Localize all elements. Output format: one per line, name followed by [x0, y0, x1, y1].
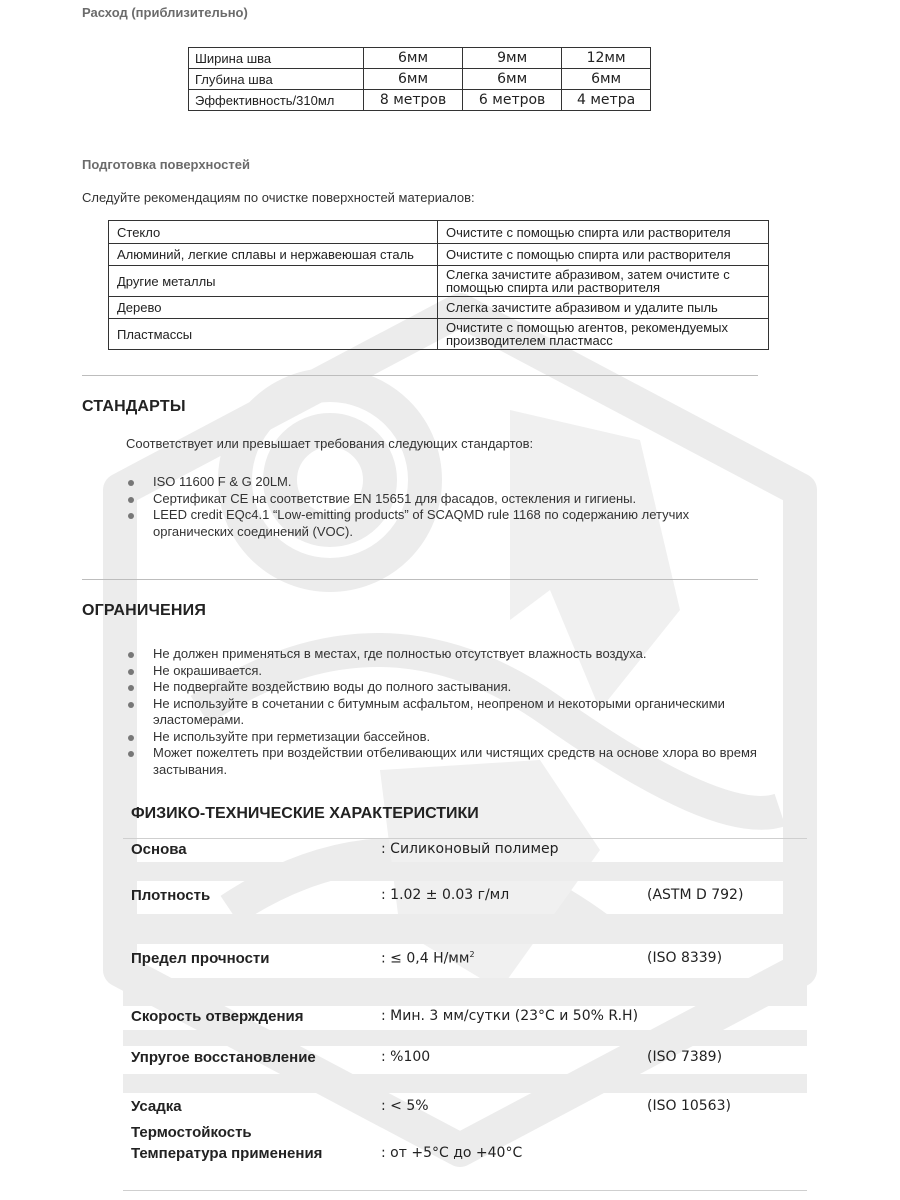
table-row — [189, 90, 651, 111]
divider — [123, 1190, 807, 1191]
row-band — [123, 862, 807, 881]
property-value: : 1.02 ± 0.03 г/мл — [381, 887, 510, 903]
table-cell: Эффективность/310мл — [189, 90, 364, 111]
list-item: Может пожелтеть при воздействии отбеливающих или чистящих средств на основе хлора во время застывания. — [126, 745, 776, 778]
table-cell: Очистите с помощью спирта или растворителя — [438, 244, 769, 266]
property-name: Предел прочности — [131, 950, 270, 967]
list-item: ISO 11600 F & G 20LM. — [126, 474, 736, 491]
table-cell: Алюминий, легкие сплавы и нержавеюшая сталь — [109, 244, 438, 266]
property-name: Упругое восстановление — [131, 1049, 316, 1066]
table-cell: Пластмассы — [109, 319, 438, 350]
table-row — [189, 69, 651, 90]
property-value: : %100 — [381, 1049, 431, 1065]
table-row — [109, 266, 769, 297]
property-name: Усадка — [131, 1098, 182, 1115]
row-band — [123, 1074, 807, 1093]
table-row — [109, 244, 769, 266]
table-cell: Слегка зачистите абразивом, затем очистите с помощью спирта или растворителя — [438, 266, 769, 297]
list-item: Не используйте в сочетании с битумным асфальтом, неопреном и некоторыми органическими эластомерами. — [126, 696, 776, 729]
table-cell: 12мм — [562, 48, 651, 69]
list-item: Не должен применяться в местах, где полностью отсутствует влажность воздуха. — [126, 646, 776, 663]
list-item: LEED credit EQc4.1 “Low-emitting products” of SCAQMD rule 1168 по содержанию летучих органических соединений (VOC). — [126, 507, 736, 540]
divider — [82, 579, 758, 580]
divider — [123, 838, 807, 839]
property-row-heat-resistance — [131, 1124, 811, 1146]
row-band — [123, 914, 807, 944]
standards-intro: Соответствует или превышает требования следующих стандартов: — [126, 436, 534, 451]
table-cell: 6мм — [463, 69, 562, 90]
surface-table — [108, 220, 769, 350]
table-cell: Слегка зачистите абразивом и удалите пыль — [438, 297, 769, 319]
row-band — [123, 978, 807, 1006]
property-name: Температура применения — [131, 1145, 323, 1162]
table-row — [109, 221, 769, 244]
list-item: Сертификат CE на соответствие EN 15651 для фасадов, остекления и гигиены. — [126, 491, 736, 508]
table-cell: 6мм — [364, 48, 463, 69]
property-name: Термостойкость — [131, 1124, 252, 1141]
table-cell: 6 метров — [463, 90, 562, 111]
limitations-list — [126, 646, 776, 778]
table-cell: Стекло — [109, 221, 438, 244]
limitations-title: ОГРАНИЧЕНИЯ — [82, 602, 207, 619]
table-row — [109, 319, 769, 350]
property-row-density — [131, 887, 811, 909]
table-cell: Глубина шва — [189, 69, 364, 90]
table-cell: 4 метра — [562, 90, 651, 111]
property-row-application-temperature — [131, 1145, 811, 1167]
property-value: : ≤ 0,4 Н/мм — [381, 950, 470, 967]
standards-list — [126, 474, 736, 540]
consumption-title: Расход (приблизительно) — [82, 5, 248, 20]
property-standard: (ISO 8339) — [647, 950, 723, 966]
property-name: Скорость отверждения — [131, 1008, 304, 1025]
standards-title: СТАНДАРТЫ — [82, 398, 186, 415]
row-band — [123, 1030, 807, 1046]
property-standard: (ISO 10563) — [647, 1098, 731, 1114]
surface-title: Подготовка поверхностей — [82, 157, 250, 172]
property-name: Основа — [131, 841, 187, 858]
property-row-shrinkage — [131, 1098, 811, 1120]
property-name: Плотность — [131, 887, 211, 904]
consumption-table — [188, 47, 651, 111]
table-row — [189, 48, 651, 69]
property-value: : < 5% — [381, 1098, 429, 1114]
property-value: : Силиконовый полимер — [381, 841, 559, 857]
property-standard: (ISO 7389) — [647, 1049, 723, 1065]
table-cell: Очистите с помощью спирта или растворителя — [438, 221, 769, 244]
table-cell: 6мм — [562, 69, 651, 90]
property-row-tensile — [131, 950, 811, 972]
property-row-base — [131, 841, 811, 863]
table-cell: Очистите с помощью агентов, рекомендуемых производителем пластмасс — [438, 319, 769, 350]
property-standard: (ASTM D 792) — [647, 887, 744, 903]
properties-title: ФИЗИКО-ТЕХНИЧЕСКИЕ ХАРАКТЕРИСТИКИ — [131, 805, 479, 822]
table-cell: Ширина шва — [189, 48, 364, 69]
property-value-wrap — [381, 950, 475, 967]
table-row — [109, 297, 769, 319]
table-cell: 9мм — [463, 48, 562, 69]
list-item: Не используйте при герметизации бассейнов. — [126, 729, 776, 746]
superscript: 2 — [469, 950, 475, 959]
divider — [82, 375, 758, 376]
surface-intro: Следуйте рекомендациям по очистке поверхностей материалов: — [82, 190, 475, 205]
table-cell: Другие металлы — [109, 266, 438, 297]
property-value: : Мин. 3 мм/сутки (23°C и 50% R.H) — [381, 1008, 639, 1024]
property-row-cure-speed — [131, 1008, 811, 1030]
table-cell: Дерево — [109, 297, 438, 319]
property-value: : от +5°C до +40°C — [381, 1145, 523, 1161]
table-cell: 6мм — [364, 69, 463, 90]
property-row-elastic-recovery — [131, 1049, 811, 1071]
list-item: Не окрашивается. — [126, 663, 776, 680]
table-cell: 8 метров — [364, 90, 463, 111]
list-item: Не подвергайте воздействию воды до полного застывания. — [126, 679, 776, 696]
